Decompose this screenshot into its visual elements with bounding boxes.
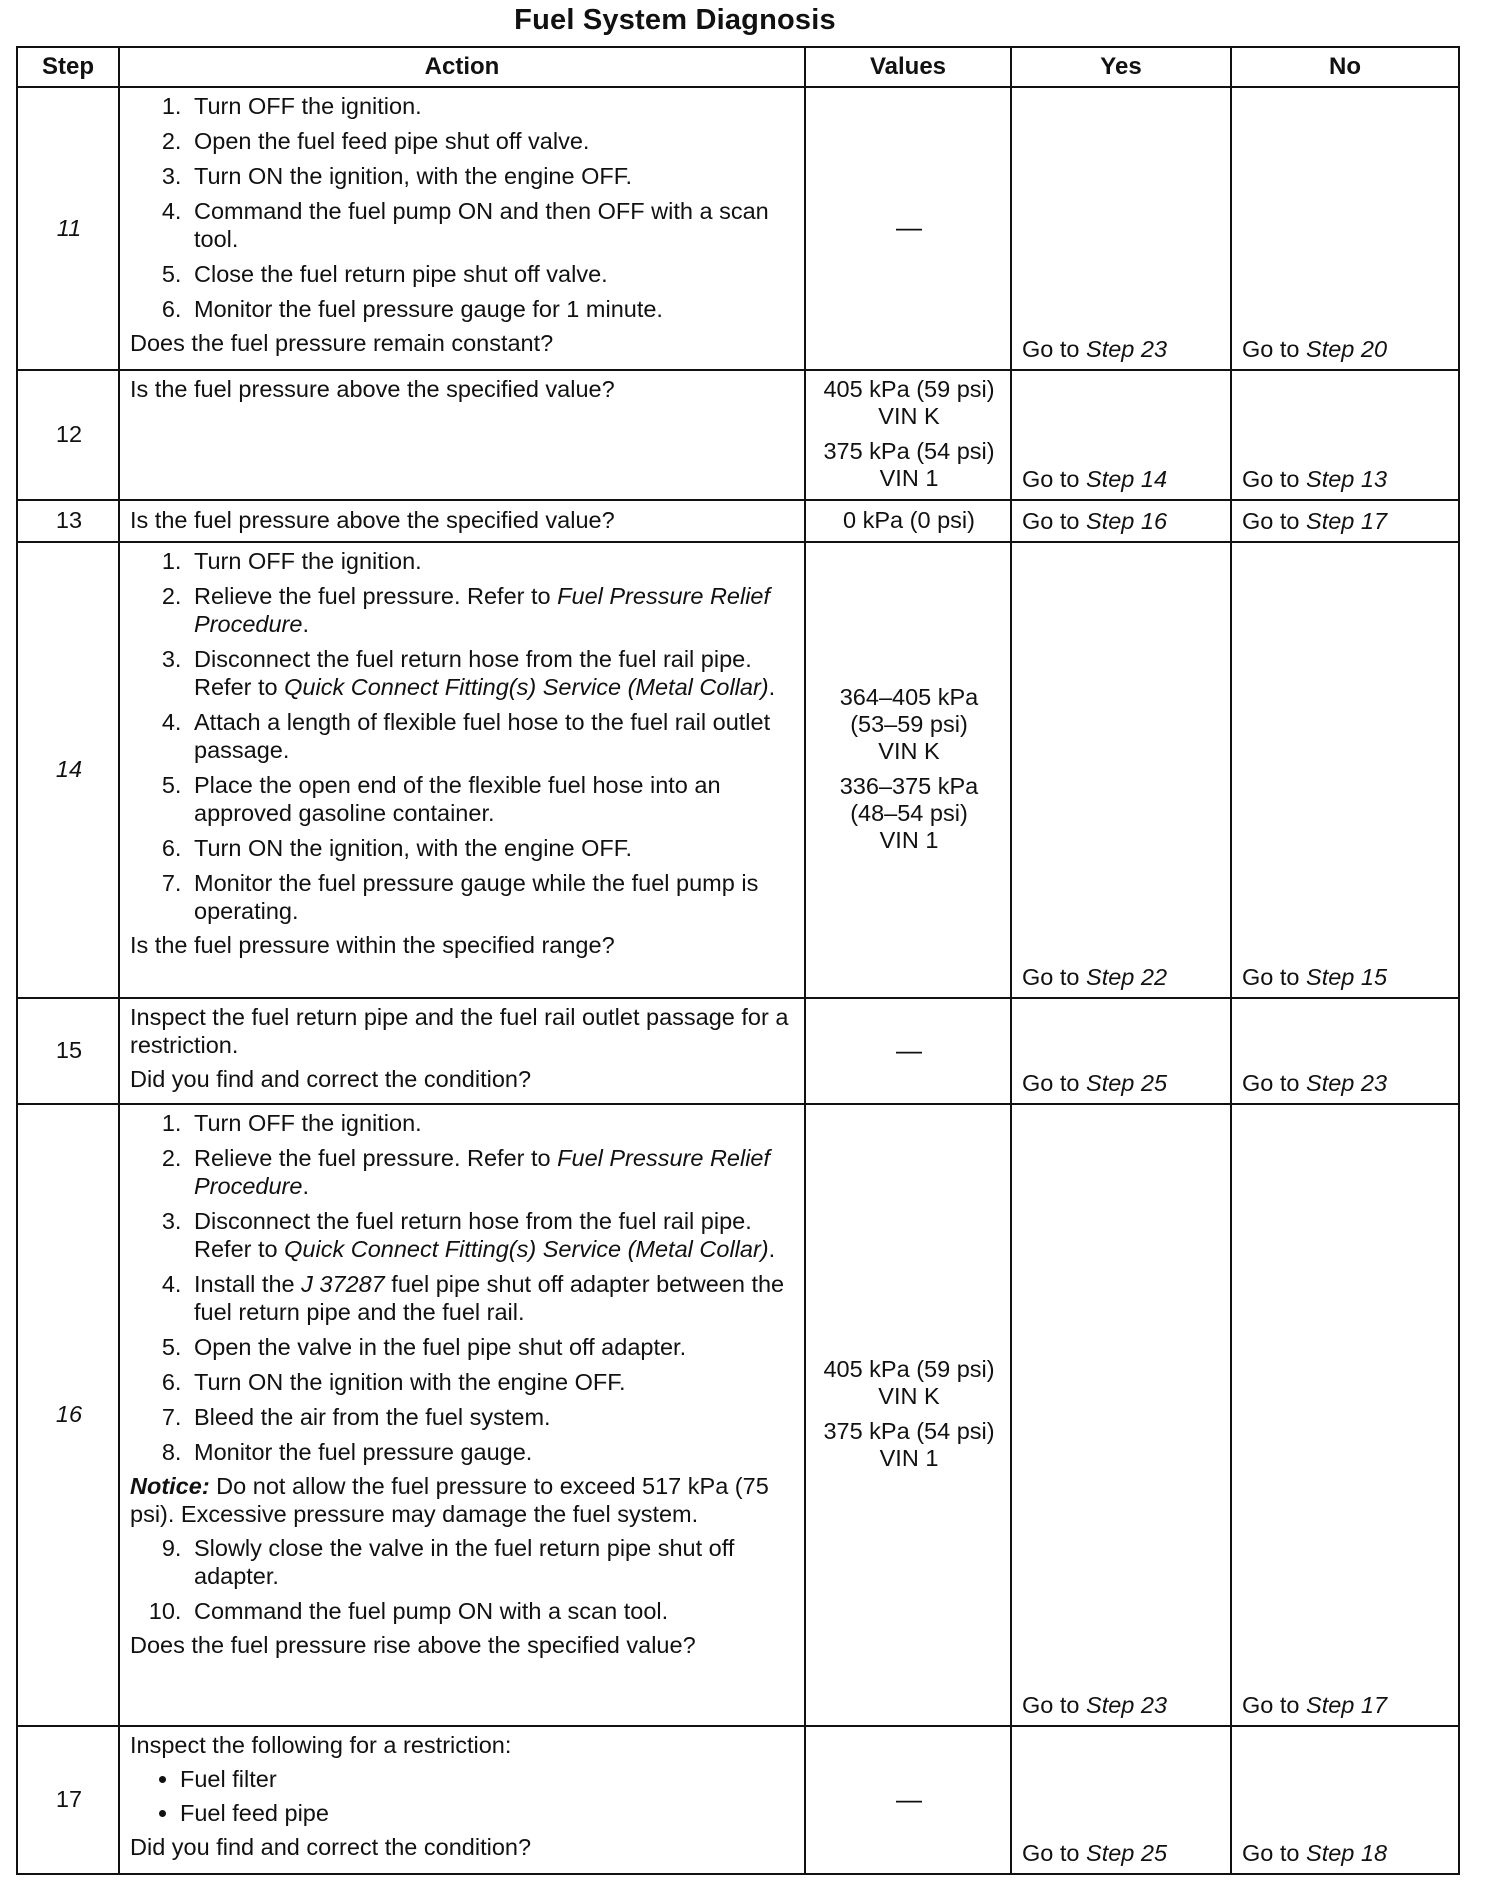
no-step-link: Step 23 (1306, 1070, 1388, 1096)
action-step: 6. Monitor the fuel pressure gauge for 1 minute. (188, 295, 796, 323)
notice-label: Notice: (130, 1473, 210, 1499)
list-item: • Fuel feed pipe (180, 1799, 796, 1827)
yes-cell: Go to Step 22 (1011, 542, 1231, 998)
notice-text: Notice: Do not allow the fuel pressure to exceed 517 kPa (75 psi). Excessive pressure may damage the fuel system. (130, 1473, 769, 1527)
action-cell (119, 500, 805, 542)
values-cell (805, 87, 1011, 370)
yes-cell: Go to Step 23 (1011, 87, 1231, 370)
no-step-link: Step 20 (1306, 336, 1388, 362)
reference-link: Fuel Pressure Relief Procedure (194, 1145, 771, 1199)
yes-step-link: Step 16 (1086, 508, 1168, 534)
no-cell: Go to Step 17 (1231, 1104, 1459, 1726)
bullet-list (130, 1765, 796, 1827)
header-values: Values (805, 47, 1011, 87)
step-number: 16 (17, 1104, 119, 1726)
diagnosis-table (16, 46, 1460, 1875)
action-step: 2. Open the fuel feed pipe shut off valve. (188, 127, 796, 155)
action-step: 2. Relieve the fuel pressure. Refer to Fuel Pressure Relief Procedure. (188, 1144, 796, 1200)
action-step: 5. Place the open end of the flexible fuel hose into an approved gasoline container. (188, 771, 796, 827)
action-step: 3. Disconnect the fuel return hose from the fuel rail pipe. Refer to Quick Connect Fitting(s) Service (Metal Collar). (188, 1207, 796, 1263)
step-number: 17 (17, 1726, 119, 1874)
value-dash: — (896, 1034, 922, 1065)
action-text: Inspect the following for a restriction: (130, 1732, 512, 1758)
yes-step-link: Step 14 (1086, 466, 1168, 492)
action-question: Is the fuel pressure above the specified value? (130, 376, 615, 402)
action-cell (119, 1726, 805, 1874)
action-steps (130, 547, 796, 925)
no-step-link: Step 15 (1306, 964, 1388, 990)
action-step: 10. Command the fuel pump ON with a scan tool. (188, 1597, 796, 1625)
no-cell: Go to Step 20 (1231, 87, 1459, 370)
step-number: 12 (17, 370, 119, 500)
table-row (17, 370, 1459, 500)
no-step-link: Step 18 (1306, 1840, 1388, 1866)
action-step: 9. Slowly close the valve in the fuel return pipe shut off adapter. (188, 1534, 796, 1590)
header-row (17, 47, 1459, 87)
action-step: 6. Turn ON the ignition, with the engine OFF. (188, 834, 796, 862)
step-number: 11 (17, 87, 119, 370)
action-step: 5. Close the fuel return pipe shut off valve. (188, 260, 796, 288)
value-dash: — (896, 1783, 922, 1814)
action-question: Is the fuel pressure above the specified value? (130, 507, 615, 533)
action-steps (130, 1109, 796, 1466)
yes-step-link: Step 22 (1086, 964, 1168, 990)
value-block: 364–405 kPa (53–59 psi) VIN K (839, 684, 979, 764)
action-step: 1. Turn OFF the ignition. (188, 1109, 796, 1137)
step-number: 13 (17, 500, 119, 542)
action-step: 3. Disconnect the fuel return hose from the fuel rail pipe. Refer to Quick Connect Fitting(s) Service (Metal Collar). (188, 645, 796, 701)
table-row (17, 1104, 1459, 1726)
action-cell (119, 370, 805, 500)
action-step: 2. Relieve the fuel pressure. Refer to Fuel Pressure Relief Procedure. (188, 582, 796, 638)
values-cell (805, 998, 1011, 1104)
action-step: 3. Turn ON the ignition, with the engine OFF. (188, 162, 796, 190)
table-row (17, 500, 1459, 542)
action-question: Did you find and correct the condition? (130, 1834, 532, 1860)
action-step: 7. Monitor the fuel pressure gauge while the fuel pump is operating. (188, 869, 796, 925)
table-row (17, 542, 1459, 998)
tool-reference: J 37287 (301, 1271, 385, 1297)
yes-step-link: Step 23 (1086, 336, 1168, 362)
value-block: 375 kPa (54 psi) VIN 1 (823, 438, 995, 491)
reference-link: Fuel Pressure Relief Procedure (194, 583, 771, 637)
action-step: 1. Turn OFF the ignition. (188, 92, 796, 120)
action-question: Does the fuel pressure remain constant? (130, 330, 554, 356)
step-number: 14 (17, 542, 119, 998)
yes-cell: Go to Step 16 (1011, 500, 1231, 542)
no-cell: Go to Step 17 (1231, 500, 1459, 542)
value-dash: — (896, 212, 922, 242)
values-cell (805, 370, 1011, 500)
value-block: 405 kPa (59 psi) VIN K (823, 376, 995, 429)
no-step-link: Step 17 (1306, 508, 1388, 534)
action-step: 6. Turn ON the ignition with the engine OFF. (188, 1368, 796, 1396)
values-cell (805, 542, 1011, 998)
action-cell (119, 87, 805, 370)
action-step: 1. Turn OFF the ignition. (188, 547, 796, 575)
list-item: • Fuel filter (180, 1765, 796, 1793)
action-step: 4. Attach a length of flexible fuel hose to the fuel rail outlet passage. (188, 708, 796, 764)
value-block: 336–375 kPa (48–54 psi) VIN 1 (839, 773, 979, 853)
header-no: No (1231, 47, 1459, 87)
header-yes: Yes (1011, 47, 1231, 87)
action-cell (119, 1104, 805, 1726)
page-title: Fuel System Diagnosis (514, 4, 836, 36)
no-step-link: Step 13 (1306, 466, 1388, 492)
yes-cell: Go to Step 23 (1011, 1104, 1231, 1726)
table-row (17, 87, 1459, 370)
values-cell: 0 kPa (0 psi) (805, 500, 1011, 542)
action-step: 4. Command the fuel pump ON and then OFF with a scan tool. (188, 197, 796, 253)
yes-cell: Go to Step 25 (1011, 1726, 1231, 1874)
no-cell: Go to Step 15 (1231, 542, 1459, 998)
step-number: 15 (17, 998, 119, 1104)
no-cell: Go to Step 13 (1231, 370, 1459, 500)
value-block: 375 kPa (54 psi) VIN 1 (823, 1418, 995, 1471)
action-question: Does the fuel pressure rise above the specified value? (130, 1632, 696, 1658)
reference-link: Quick Connect Fitting(s) Service (Metal Collar) (284, 674, 769, 700)
no-cell: Go to Step 23 (1231, 998, 1459, 1104)
action-step: 8. Monitor the fuel pressure gauge. (188, 1438, 796, 1466)
action-text: Inspect the fuel return pipe and the fuel rail outlet passage for a restriction. (130, 1004, 789, 1058)
yes-step-link: Step 25 (1086, 1070, 1168, 1096)
no-step-link: Step 17 (1306, 1692, 1388, 1718)
action-steps (130, 92, 796, 323)
yes-cell: Go to Step 14 (1011, 370, 1231, 500)
yes-cell: Go to Step 25 (1011, 998, 1231, 1104)
action-cell (119, 998, 805, 1104)
action-question: Did you find and correct the condition? (130, 1066, 532, 1092)
action-step: 4. Install the J 37287 fuel pipe shut off adapter between the fuel return pipe and the fuel rail. (188, 1270, 796, 1326)
yes-step-link: Step 25 (1086, 1840, 1168, 1866)
values-cell (805, 1104, 1011, 1726)
action-step: 7. Bleed the air from the fuel system. (188, 1403, 796, 1431)
no-cell: Go to Step 18 (1231, 1726, 1459, 1874)
values-cell (805, 1726, 1011, 1874)
yes-step-link: Step 23 (1086, 1692, 1168, 1718)
table-row (17, 998, 1459, 1104)
action-step: 5. Open the valve in the fuel pipe shut off adapter. (188, 1333, 796, 1361)
table-row (17, 1726, 1459, 1874)
action-cell (119, 542, 805, 998)
header-action: Action (119, 47, 805, 87)
reference-link: Quick Connect Fitting(s) Service (Metal Collar) (284, 1236, 769, 1262)
action-question: Is the fuel pressure within the specified range? (130, 932, 615, 958)
value-block: 405 kPa (59 psi) VIN K (823, 1356, 995, 1409)
header-step: Step (17, 47, 119, 87)
action-steps-continued (130, 1534, 796, 1625)
